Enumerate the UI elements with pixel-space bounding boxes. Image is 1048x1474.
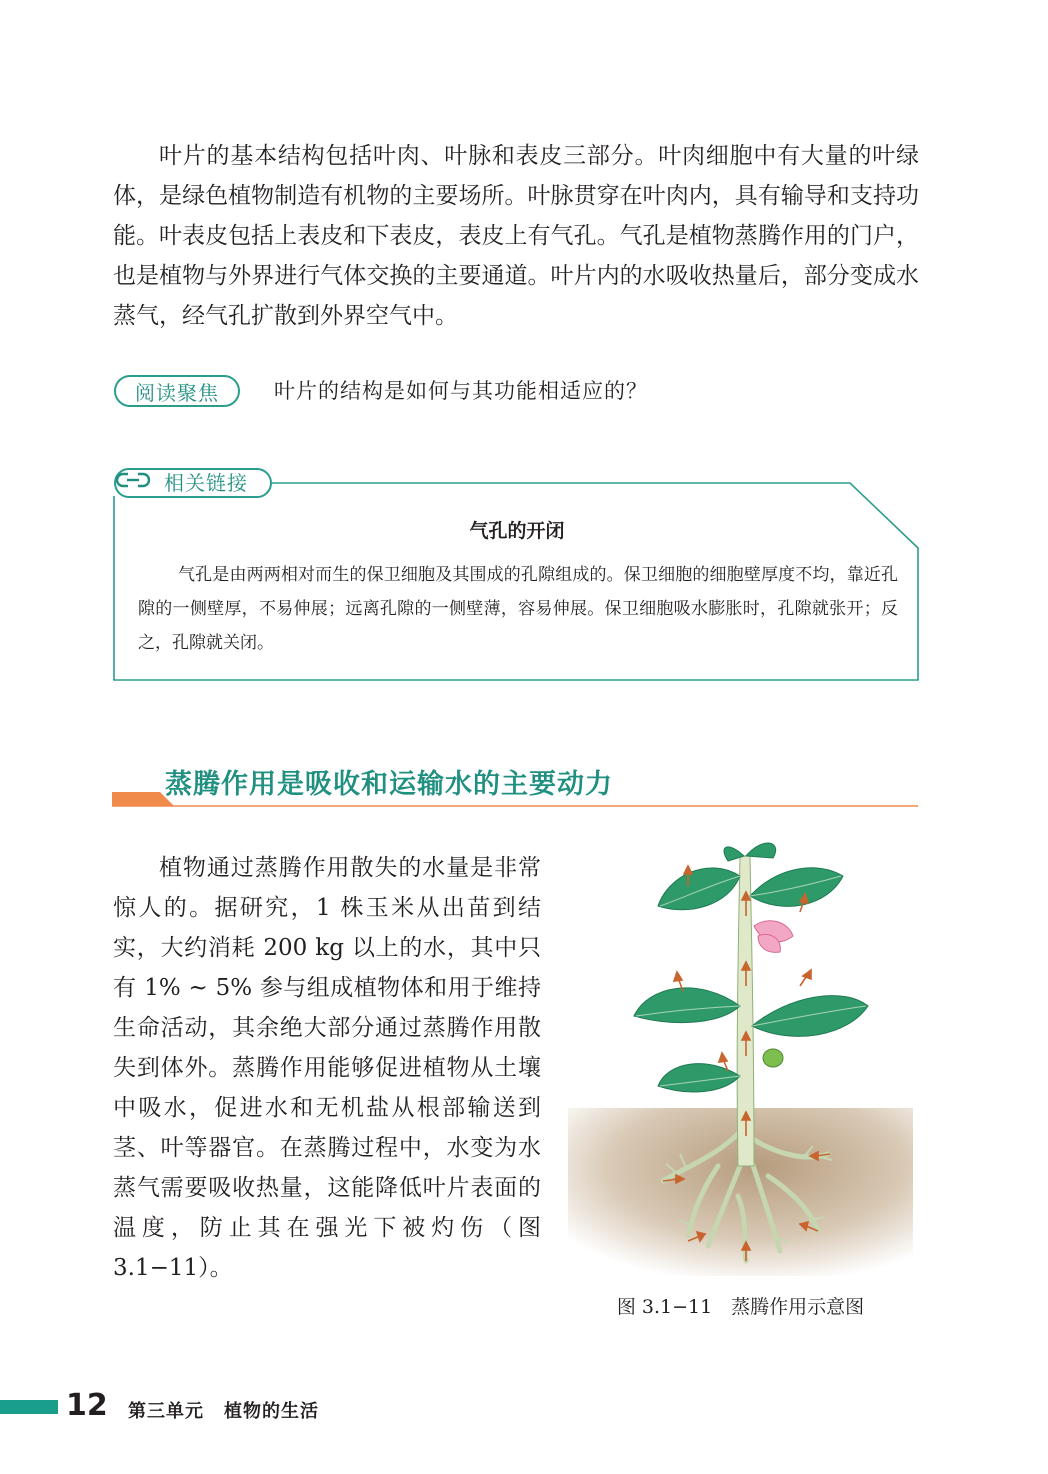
chain-link-icon [116,470,150,490]
transpiration-figure [568,836,913,1276]
footer-unit-title: 植物的生活 [224,1401,319,1422]
footer-unit-number: 第三单元 [128,1401,204,1422]
flower [754,921,793,953]
section-paragraph: 植物通过蒸腾作用散失的水量是非常惊人的。据研究，1 株玉米从出苗到结实，大约消耗 200 kg 以上的水，其中只有 1% ~ 5% 参与组成植物体和用于维持生命活动，其余绝大部分通过蒸腾作用散失到体外。蒸腾作用能够促进植物从土壤中吸水，促进水和无机盐从根部输送到茎、叶等器官。在蒸腾过程中，水变为水蒸气需要吸收热量，这能降低叶片表面的温度，防止其在强光下被灼伤（图 3.1−11）。 [113,855,541,1281]
link-box-body: 气孔是由两两相对而生的保卫细胞及其围成的孔隙组成的。保卫细胞的细胞壁厚度不均，靠近孔隙的一侧壁厚，不易伸展；远离孔隙的一侧壁薄，容易伸展。保卫细胞吸水膨胀时，孔隙就张开；反之，孔隙就关闭。 [138,565,898,653]
figure-caption: 图 3.1−11 蒸腾作用示意图 [616,1296,865,1318]
related-link-label: 相关链接 [164,471,248,495]
reading-focus-tag: 阅读聚焦 [114,375,240,407]
related-link-tag [114,468,272,498]
page-number: 12 [66,1388,108,1423]
link-box-title: 气孔的开闭 [469,520,565,542]
seed-pod [763,1049,783,1067]
section-title: 蒸腾作用是吸收和运输水的主要动力 [165,769,613,800]
intro-paragraph: 叶片的基本结构包括叶肉、叶脉和表皮三部分。叶肉细胞中有大量的叶绿体，是绿色植物制造有机物的主要场所。叶脉贯穿在叶肉内，具有输导和支持功能。叶表皮包括上表皮和下表皮，表皮上有气孔。气孔是植物蒸腾作用的门户，也是植物与外界进行气体交换的主要通道。叶片内的水吸收热量后，部分变成水蒸气，经气孔扩散到外界空气中。 [113,143,919,329]
footer-unit [128,1397,319,1423]
related-link-box [112,468,922,684]
footer-bar [0,1400,58,1414]
reading-focus-question: 叶片的结构是如何与其功能相适应的？ [274,379,648,403]
